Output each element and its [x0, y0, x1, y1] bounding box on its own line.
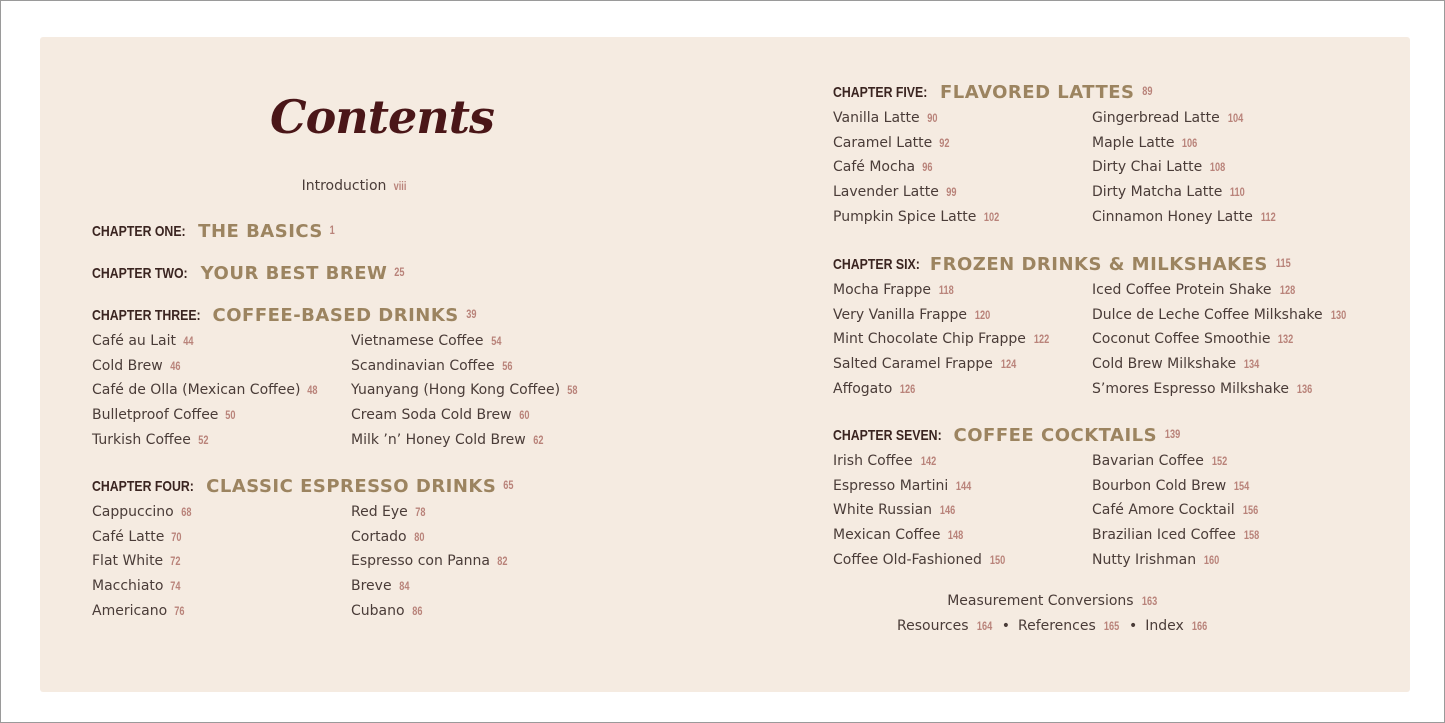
recipe-name: Turkish Coffee: [92, 431, 191, 448]
recipe-name: Vanilla Latte: [833, 110, 920, 126]
chapter-heading[interactable]: [92, 472, 610, 500]
chapter-3: [92, 301, 610, 452]
chapter-label: CHAPTER SIX:: [833, 255, 920, 273]
page-number: 104: [1227, 113, 1243, 125]
recipe-entry[interactable]: [1092, 474, 1351, 499]
recipe-entry[interactable]: [351, 378, 610, 403]
recipe-name: Maple Latte: [1092, 134, 1175, 151]
resources-entry[interactable]: [897, 618, 994, 634]
recipe-name: Espresso Martini: [833, 477, 949, 494]
chapter-heading[interactable]: [833, 250, 1351, 278]
recipe-entry[interactable]: [92, 378, 351, 403]
page-number: 90: [926, 113, 938, 125]
recipe-entry[interactable]: [833, 498, 1092, 523]
recipe-entry[interactable]: [351, 500, 610, 525]
recipe-name: Cubano: [351, 602, 405, 619]
page-number: 1: [329, 225, 335, 237]
page-number: 84: [398, 581, 410, 594]
recipe-name: Café Mocha: [833, 159, 916, 176]
recipe-entry[interactable]: [833, 352, 1092, 377]
chapter-heading[interactable]: [833, 78, 1351, 106]
recipe-entry[interactable]: [351, 599, 610, 624]
recipe-name: Dirty Matcha Latte: [1092, 184, 1223, 201]
recipe-name: Breve: [351, 578, 392, 595]
recipe-name: Dirty Chai Latte: [1092, 159, 1203, 176]
entry-label: Introduction: [301, 178, 387, 194]
recipe-entry[interactable]: [1092, 155, 1351, 180]
page-number: 164: [976, 621, 992, 633]
recipe-entry[interactable]: [1092, 131, 1351, 156]
page-number: 115: [1275, 258, 1291, 270]
recipe-entry[interactable]: [92, 329, 351, 354]
recipe-name: Mocha Frappe: [833, 282, 931, 298]
chapter-heading[interactable]: [92, 301, 610, 329]
page-number: 65: [503, 480, 514, 492]
page-number: viii: [393, 181, 407, 193]
page-number: 89: [1141, 86, 1153, 98]
entry-label: Index: [1145, 618, 1184, 634]
recipe-entry[interactable]: [1092, 327, 1351, 352]
page-number: 78: [415, 507, 426, 519]
page-number: 110: [1230, 187, 1246, 200]
recipe-name: Café Amore Cocktail: [1092, 502, 1235, 519]
recipe-entry[interactable]: [351, 549, 610, 574]
chapter-title: FLAVORED LATTES: [940, 81, 1135, 103]
recipe-entry[interactable]: [833, 180, 1092, 205]
recipe-name: Café au Lait: [92, 333, 177, 349]
recipe-entry[interactable]: [1092, 180, 1351, 205]
recipe-entry[interactable]: [833, 205, 1092, 230]
chapter-label: CHAPTER ONE:: [92, 222, 186, 240]
page-number: 80: [413, 531, 425, 544]
page-number: 25: [394, 267, 405, 279]
page-number: 52: [198, 434, 209, 447]
page-number: 86: [411, 605, 423, 618]
recipe-entry[interactable]: [1092, 523, 1351, 548]
page-number: 62: [532, 434, 544, 447]
recipe-entry[interactable]: [1092, 449, 1351, 474]
recipe-name: Vietnamese Coffee: [351, 333, 484, 349]
entry-label: References: [1017, 618, 1096, 634]
page-number: 166: [1191, 621, 1208, 633]
page-number: 148: [948, 530, 964, 543]
back-matter-line: [793, 618, 1313, 634]
recipe-entry[interactable]: [92, 525, 351, 550]
chapter-6: [833, 250, 1351, 401]
recipe-entry[interactable]: [833, 278, 1092, 303]
page-number: 50: [225, 410, 236, 423]
recipe-entry[interactable]: [1092, 106, 1351, 131]
recipe-entry[interactable]: [351, 354, 610, 379]
page-number: 146: [939, 505, 956, 518]
page-number: 122: [1033, 334, 1050, 347]
recipe-entry[interactable]: [833, 474, 1092, 499]
page-number: 39: [466, 309, 477, 321]
page-number: 156: [1242, 505, 1258, 518]
introduction-entry[interactable]: [0, 178, 710, 194]
page-number: 130: [1330, 309, 1346, 322]
recipe-list: [92, 500, 610, 623]
chapter-7: [833, 421, 1351, 572]
page-number: 99: [946, 187, 957, 200]
page-number: 160: [1204, 554, 1220, 567]
recipe-name: Iced Coffee Protein Shake: [1092, 282, 1272, 298]
recipe-entry[interactable]: [92, 549, 351, 574]
recipe-entry[interactable]: [833, 327, 1092, 352]
chapter-title: THE BASICS: [198, 220, 323, 242]
chapter-heading[interactable]: [92, 259, 406, 287]
chapter-label: CHAPTER FIVE:: [833, 83, 928, 101]
recipe-name: Flat White: [92, 553, 164, 570]
chapter-label: CHAPTER SEVEN:: [833, 426, 942, 444]
recipe-name: Red Eye: [351, 504, 408, 520]
recipe-entry[interactable]: [1092, 377, 1351, 402]
page-number: 56: [501, 360, 513, 373]
recipe-name: Cream Soda Cold Brew: [351, 407, 512, 424]
recipe-name: Cappuccino: [92, 504, 174, 520]
recipe-name: Cortado: [351, 528, 407, 545]
page-number: 92: [939, 137, 950, 150]
page-number: 68: [181, 507, 192, 519]
page-number: 158: [1243, 530, 1260, 543]
recipe-name: Lavender Latte: [833, 184, 939, 201]
recipe-name: Milk ’n’ Honey Cold Brew: [351, 431, 526, 448]
page-number: 118: [938, 285, 954, 297]
recipe-name: Caramel Latte: [833, 134, 933, 151]
page-number: 163: [1141, 596, 1157, 608]
chapter-5: [833, 78, 1351, 229]
page-number: 48: [307, 385, 319, 398]
entry-label: Resources: [897, 618, 969, 634]
page-title: Contents: [270, 90, 494, 144]
recipe-list: [833, 278, 1351, 401]
recipe-entry[interactable]: [92, 403, 351, 428]
chapter-label: CHAPTER FOUR:: [92, 477, 194, 495]
recipe-name: Coconut Coffee Smoothie: [1092, 331, 1271, 348]
recipe-entry[interactable]: [351, 329, 610, 354]
recipe-list: [92, 329, 610, 452]
page-number: 165: [1103, 621, 1120, 633]
separator: •: [1128, 618, 1138, 634]
page-number: 124: [1000, 359, 1017, 372]
recipe-name: Dulce de Leche Coffee Milkshake: [1092, 306, 1323, 323]
page-number: 70: [171, 531, 182, 544]
recipe-name: Bavarian Coffee: [1092, 453, 1204, 469]
recipe-name: Americano: [92, 602, 168, 619]
recipe-name: Yuanyang (Hong Kong Coffee): [351, 382, 561, 399]
recipe-name: Nutty Irishman: [1092, 551, 1197, 568]
recipe-entry[interactable]: [833, 523, 1092, 548]
recipe-name: Salted Caramel Frappe: [833, 356, 993, 373]
page-number: 132: [1278, 334, 1294, 347]
recipe-entry[interactable]: [92, 354, 351, 379]
page-number: 152: [1211, 456, 1228, 468]
page-number: 96: [922, 162, 933, 175]
chapter-title: COFFEE-BASED DRINKS: [212, 304, 459, 326]
recipe-name: Espresso con Panna: [351, 553, 490, 570]
measurement-entry[interactable]: [793, 593, 1313, 609]
index-entry[interactable]: [1145, 618, 1209, 634]
recipe-entry[interactable]: [1092, 548, 1351, 573]
chapter-heading[interactable]: [833, 421, 1351, 449]
recipe-entry[interactable]: [1092, 303, 1351, 328]
recipe-name: Café de Olla (Mexican Coffee): [92, 382, 301, 399]
recipe-entry[interactable]: [351, 525, 610, 550]
recipe-entry[interactable]: [92, 428, 351, 453]
recipe-name: Gingerbread Latte: [1092, 110, 1220, 126]
recipe-entry[interactable]: [833, 377, 1092, 402]
recipe-name: Bourbon Cold Brew: [1092, 477, 1227, 494]
recipe-name: Cinnamon Honey Latte: [1092, 208, 1253, 225]
page-number: 58: [567, 385, 578, 398]
page-number: 44: [183, 336, 194, 348]
page-number: 126: [900, 383, 916, 396]
page-number: 128: [1279, 285, 1295, 297]
chapter-title: YOUR BEST BREW: [200, 262, 388, 284]
recipe-name: Affogato: [833, 380, 893, 397]
recipe-name: Very Vanilla Frappe: [833, 306, 967, 323]
page-number: 144: [956, 480, 972, 493]
chapter-title: FROZEN DRINKS & MILKSHAKES: [929, 253, 1268, 275]
recipe-name: Brazilian Iced Coffee: [1092, 527, 1236, 544]
recipe-name: S’mores Espresso Milkshake: [1092, 380, 1289, 397]
recipe-name: Café Latte: [92, 528, 165, 545]
entry-label: Measurement Conversions: [947, 593, 1134, 609]
page-number: 150: [989, 554, 1006, 567]
chapter-1: [92, 217, 335, 245]
recipe-name: Cold Brew Milkshake: [1092, 356, 1237, 373]
recipe-entry[interactable]: [1092, 205, 1351, 230]
page-number: 106: [1182, 137, 1198, 150]
recipe-list: [833, 449, 1351, 572]
page-number: 74: [170, 581, 181, 594]
page-number: 120: [974, 309, 991, 322]
page-number: 76: [174, 605, 185, 618]
recipe-entry[interactable]: [1092, 352, 1351, 377]
recipe-name: Scandinavian Coffee: [351, 357, 495, 374]
recipe-entry[interactable]: [833, 303, 1092, 328]
page-number: 154: [1234, 480, 1250, 493]
page-number: 72: [170, 556, 181, 569]
recipe-name: Mexican Coffee: [833, 527, 941, 544]
chapter-4: [92, 472, 610, 623]
chapter-heading[interactable]: [92, 217, 335, 245]
page-number: 112: [1260, 211, 1276, 224]
chapter-label: CHAPTER THREE:: [92, 306, 201, 324]
recipe-name: Cold Brew: [92, 357, 163, 374]
recipe-entry[interactable]: [92, 599, 351, 624]
recipe-entry[interactable]: [833, 155, 1092, 180]
recipe-list: [833, 106, 1351, 229]
page-number: 142: [920, 456, 936, 468]
page-number: 54: [490, 336, 502, 348]
recipe-entry[interactable]: [351, 574, 610, 599]
recipe-name: Bulletproof Coffee: [92, 407, 219, 424]
page-number: 134: [1243, 359, 1260, 372]
chapter-2: [92, 259, 406, 287]
recipe-name: Irish Coffee: [833, 453, 913, 469]
chapter-title: COFFEE COCKTAILS: [953, 424, 1158, 446]
recipe-name: Macchiato: [92, 578, 164, 595]
page-number: 136: [1296, 383, 1313, 396]
chapter-title: CLASSIC ESPRESSO DRINKS: [206, 475, 497, 497]
page-number: 46: [169, 360, 181, 373]
page-number: 108: [1210, 162, 1226, 175]
recipe-entry[interactable]: [1092, 278, 1351, 303]
recipe-entry[interactable]: [833, 449, 1092, 474]
recipe-entry[interactable]: [833, 131, 1092, 156]
page-number: 82: [497, 556, 508, 569]
recipe-entry[interactable]: [92, 500, 351, 525]
separator: •: [1001, 618, 1010, 634]
recipe-name: Coffee Old-Fashioned: [833, 551, 982, 568]
recipe-entry[interactable]: [351, 428, 610, 453]
page-number: 60: [518, 410, 530, 423]
recipe-name: Pumpkin Spice Latte: [833, 208, 977, 225]
recipe-entry[interactable]: [1092, 498, 1351, 523]
references-entry[interactable]: [1018, 618, 1121, 634]
recipe-name: Mint Chocolate Chip Frappe: [833, 331, 1026, 348]
page-number: 102: [984, 211, 1000, 224]
recipe-entry[interactable]: [351, 403, 610, 428]
recipe-entry[interactable]: [92, 574, 351, 599]
recipe-entry[interactable]: [833, 548, 1092, 573]
chapter-label: CHAPTER TWO:: [92, 264, 188, 282]
recipe-name: White Russian: [833, 502, 933, 519]
recipe-entry[interactable]: [833, 106, 1092, 131]
page-number: 139: [1165, 429, 1181, 441]
